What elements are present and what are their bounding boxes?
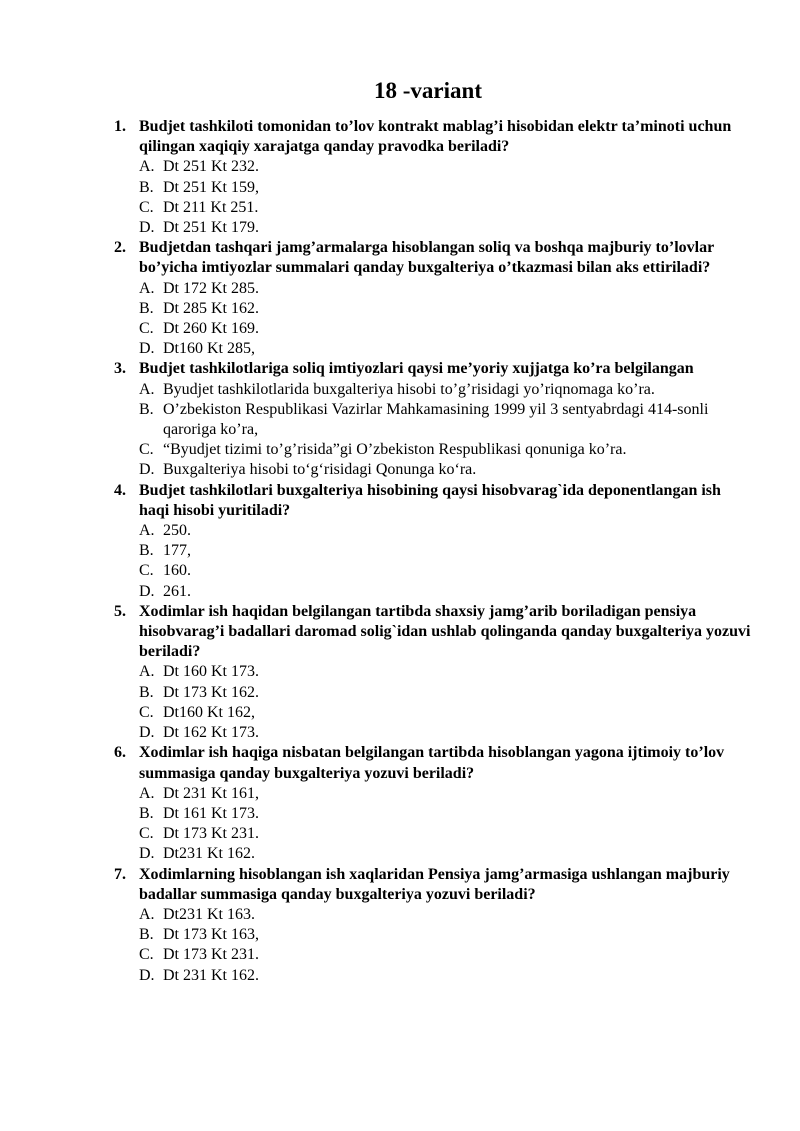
option-letter: B. (139, 299, 154, 317)
answer-option (139, 198, 752, 218)
option-text: Dt 162 Kt 173. (163, 724, 259, 742)
question-text: Xodimlar ish haqiga nisbatan belgilangan tartibda hisoblangan yagona ijtimoiy to’lov summasiga qanday buxgalteriya yozuvi beriladi? (139, 744, 725, 782)
option-text: Dt 231 Kt 162. (163, 966, 259, 984)
option-text: Dt 285 Kt 162. (163, 299, 259, 317)
option-letter: D. (139, 724, 155, 742)
option-text: Dt 260 Kt 169. (163, 320, 259, 338)
question-text: Budjet tashkiloti tomonidan to’lov kontrakt mablag’i hisobidan elektr ta’minoti uchun qilingan xaqiqiy xarajatga qanday pravodka beriladi? (139, 118, 732, 156)
answer-options (139, 380, 752, 481)
option-text: Dt 251 Kt 159, (163, 178, 259, 196)
option-letter: B. (139, 542, 154, 560)
question-list (112, 117, 752, 986)
question-number: 5. (114, 602, 126, 620)
option-text: Dt 251 Kt 179. (163, 219, 259, 237)
option-letter: D. (139, 340, 155, 358)
option-letter: C. (139, 198, 154, 216)
answer-option (139, 541, 752, 561)
option-letter: C. (139, 825, 154, 843)
option-text: Dt 173 Kt 162. (163, 683, 259, 701)
option-letter: C. (139, 946, 154, 964)
option-text: 160. (163, 562, 191, 580)
answer-option (139, 521, 752, 541)
option-text: Dt160 Kt 162, (163, 703, 255, 721)
question-number: 6. (114, 744, 126, 762)
question-text: Budjet tashkilotlari buxgalteriya hisobining qaysi hisobvarag`ida deponentlangan ish haqi hisobi yuritiladi? (139, 481, 721, 519)
answer-option (139, 662, 752, 682)
question-item (112, 117, 752, 238)
answer-option (139, 723, 752, 743)
option-letter: D. (139, 966, 155, 984)
question-number: 3. (114, 360, 126, 378)
option-text: 250. (163, 522, 191, 540)
question-text: Xodimlarning hisoblangan ish xaqlaridan Pensiya jamg’armasiga ushlangan majburiy badallar summasiga qanday buxgalteriya yozuvi beriladi? (139, 865, 730, 903)
answer-option (139, 319, 752, 339)
option-letter: B. (139, 926, 154, 944)
question-item (112, 602, 752, 743)
option-letter: D. (139, 582, 155, 600)
option-text: Dt 161 Kt 173. (163, 804, 259, 822)
option-text: Byudjet tashkilotlarida buxgalteriya hisobi to’g’risidagi yo’riqnomaga ko’ra. (163, 380, 655, 398)
option-text: “Byudjet tizimi to’g’risida”gi O’zbekiston Respublikasi qonuniga ko’ra. (163, 441, 627, 459)
option-letter: C. (139, 703, 154, 721)
option-text: Buxgalteriya hisobi to‘g‘risidagi Qonunga ko‘ra. (163, 461, 477, 479)
answer-option (139, 905, 752, 925)
option-letter: A. (139, 663, 155, 681)
answer-options (139, 905, 752, 986)
answer-option (139, 380, 752, 400)
answer-option (139, 824, 752, 844)
option-text: Dt 173 Kt 231. (163, 825, 259, 843)
option-text: Dt 173 Kt 231. (163, 946, 259, 964)
answer-option (139, 925, 752, 945)
question-text: Budjet tashkilotlariga soliq imtiyozlari qaysi me’yoriy xujjatga ko’ra belgilangan (139, 360, 694, 378)
option-text: Dt 160 Kt 173. (163, 663, 259, 681)
answer-option (139, 703, 752, 723)
option-letter: B. (139, 178, 154, 196)
answer-option (139, 299, 752, 319)
answer-option (139, 683, 752, 703)
question-item (112, 481, 752, 602)
answer-option (139, 844, 752, 864)
option-text: Dt 211 Kt 251. (163, 198, 259, 216)
question-number: 4. (114, 481, 126, 499)
answer-option (139, 440, 752, 460)
question-number: 7. (114, 865, 126, 883)
answer-option (139, 400, 752, 440)
answer-options (139, 662, 752, 743)
option-text: Dt 172 Kt 285. (163, 279, 259, 297)
answer-option (139, 804, 752, 824)
option-text: Dt231 Kt 162. (163, 845, 255, 863)
option-text: Dt231 Kt 163. (163, 905, 255, 923)
option-text: Dt 173 Kt 163, (163, 926, 259, 944)
answer-option (139, 460, 752, 480)
question-item (112, 359, 752, 480)
answer-option (139, 561, 752, 581)
option-letter: C. (139, 441, 154, 459)
option-letter: A. (139, 380, 155, 398)
answer-option (139, 945, 752, 965)
answer-option (139, 157, 752, 177)
option-text: 177, (163, 542, 191, 560)
answer-option (139, 784, 752, 804)
question-number: 1. (114, 118, 126, 135)
option-letter: A. (139, 522, 155, 540)
question-text: Xodimlar ish haqidan belgilangan tartibda shaxsiy jamg’arib boriladigan pensiya hisobvarag’i badallari daromad solig`idan ushlab qolinganda qanday buxgalteriya yozuvi beriladi? (139, 602, 751, 661)
option-letter: C. (139, 562, 154, 580)
question-item (112, 743, 752, 864)
option-letter: B. (139, 400, 154, 418)
answer-options (139, 784, 752, 865)
answer-option (139, 178, 752, 198)
option-letter: A. (139, 158, 155, 176)
option-text: Dt160 Kt 285, (163, 340, 255, 358)
option-letter: A. (139, 784, 155, 802)
answer-option (139, 218, 752, 238)
option-letter: D. (139, 461, 155, 479)
option-letter: A. (139, 279, 155, 297)
answer-options (139, 157, 752, 238)
option-letter: D. (139, 845, 155, 863)
option-letter: B. (139, 683, 154, 701)
option-text: Dt 231 Kt 161, (163, 784, 259, 802)
answer-option (139, 279, 752, 299)
option-letter: A. (139, 905, 155, 923)
question-item (112, 865, 752, 986)
question-number: 2. (114, 239, 126, 257)
answer-option (139, 966, 752, 986)
answer-options (139, 521, 752, 602)
option-text: O’zbekiston Respublikasi Vazirlar Mahkamasining 1999 yil 3 sentyabrdagi 414-sonli qaroriga ko’ra, (163, 400, 709, 439)
option-letter: B. (139, 804, 154, 822)
option-text: 261. (163, 582, 191, 600)
option-letter: D. (139, 219, 155, 237)
option-text: Dt 251 Kt 232. (163, 158, 259, 176)
question-text: Budjetdan tashqari jamg’armalarga hisoblangan soliq va boshqa majburiy to’lovlar bo’yicha imtiyozlar summalari qanday buxgalteriya o’tkazmasi bilan aks ettiriladi? (139, 239, 714, 277)
question-item (112, 238, 752, 359)
answer-options (139, 279, 752, 360)
answer-option (139, 339, 752, 359)
answer-option (139, 582, 752, 602)
option-letter: C. (139, 320, 154, 338)
page-title: 18 -variant (374, 78, 482, 103)
